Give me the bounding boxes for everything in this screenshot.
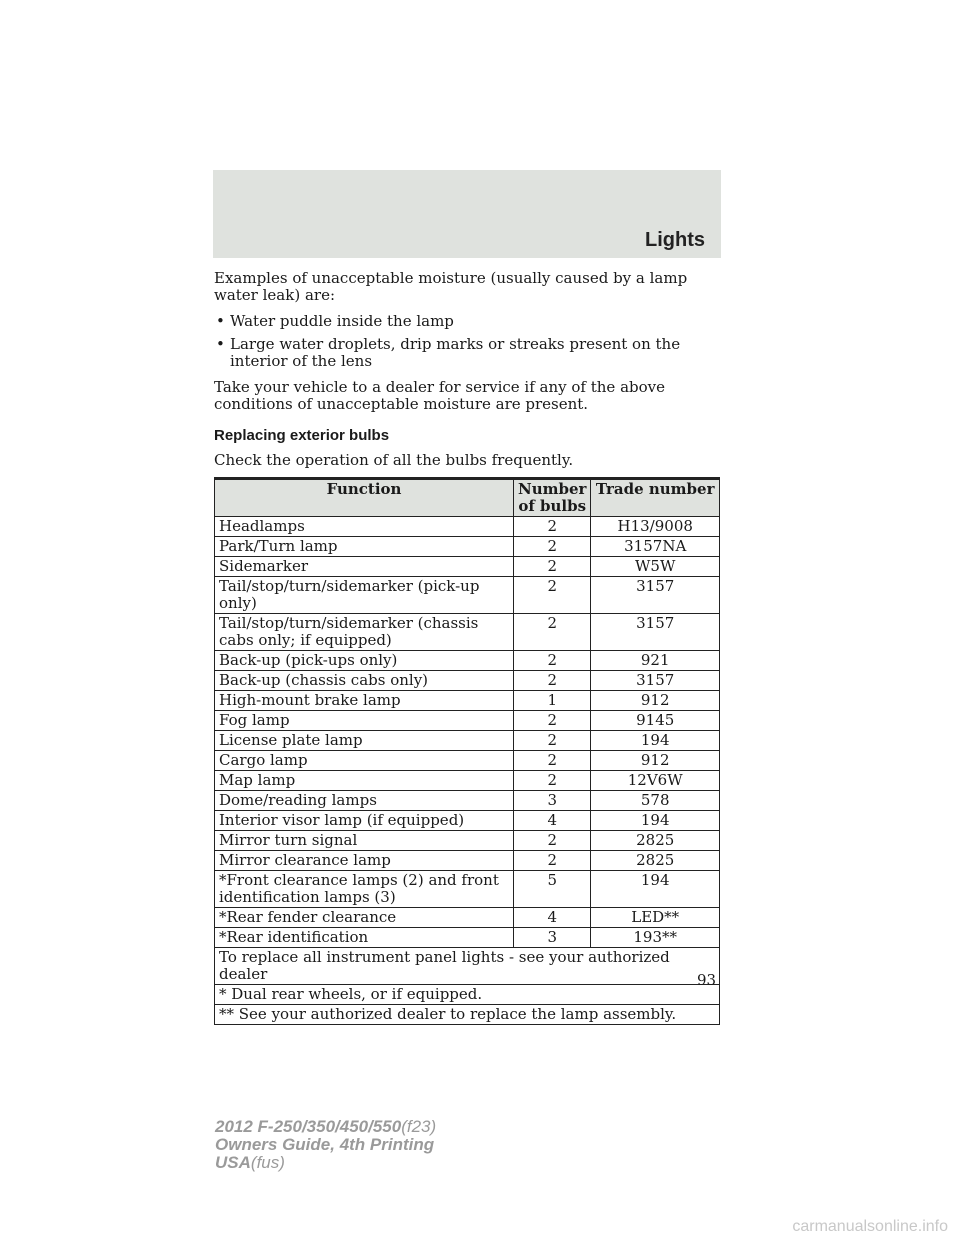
cell-trade: 194 [591,731,720,751]
cell-number: 2 [514,711,591,731]
cell-function: Mirror clearance lamp [215,851,514,871]
cell-function: High-mount brake lamp [215,691,514,711]
cell-trade: 921 [591,651,720,671]
cell-number: 2 [514,614,591,651]
cell-trade: 578 [591,791,720,811]
cell-function: Sidemarker [215,557,514,577]
cell-function: Tail/stop/turn/sidemarker (pick-up only) [215,577,514,614]
cell-function: Map lamp [215,771,514,791]
cell-function: Fog lamp [215,711,514,731]
moisture-bullet-list [214,313,720,370]
cell-number: 2 [514,517,591,537]
intro-paragraph: Examples of unacceptable moisture (usually caused by a lamp water leak) are: [214,269,688,304]
table-row [215,731,720,751]
table-row [215,557,720,577]
cell-trade: 3157NA [591,537,720,557]
cell-number: 5 [514,871,591,908]
table-footnote-row [215,948,720,985]
cell-number: 3 [514,928,591,948]
table-footnote: * Dual rear wheels, or if equipped. [215,985,720,1005]
cell-trade: 2825 [591,851,720,871]
page-number: 93 [697,971,717,989]
service-paragraph: Take your vehicle to a dealer for service if any of the above conditions of unacceptable moisture are present. [214,378,666,413]
table-row [215,851,720,871]
table-header-row [215,479,720,517]
cell-function: Back-up (chassis cabs only) [215,671,514,691]
cell-function: Cargo lamp [215,751,514,771]
table-row [215,711,720,731]
table-footnote-row [215,985,720,1005]
cell-trade: 2825 [591,831,720,851]
cell-number: 4 [514,811,591,831]
cell-function: Dome/reading lamps [215,791,514,811]
cell-trade: 193** [591,928,720,948]
footer-printing: Owners Guide, 4th Printing [215,1135,435,1154]
footer-code: (f23) [401,1117,437,1136]
table-footnote-row [215,1005,720,1025]
table-row [215,671,720,691]
cell-number: 2 [514,851,591,871]
cell-function: Back-up (pick-ups only) [215,651,514,671]
cell-trade: 3157 [591,577,720,614]
cell-function: *Rear identification [215,928,514,948]
cell-trade: 194 [591,871,720,908]
cell-function: Tail/stop/turn/sidemarker (chassis cabs only; if equipped) [215,614,514,651]
bullet-icon: • [216,312,225,330]
table-row [215,691,720,711]
cell-trade: W5W [591,557,720,577]
section-header-band [213,170,721,258]
table-row [215,871,720,908]
cell-number: 2 [514,771,591,791]
table-row [215,908,720,928]
table-row [215,811,720,831]
column-header-trade: Trade number [591,479,720,517]
cell-number: 2 [514,577,591,614]
cell-trade: 3157 [591,671,720,691]
page-content [214,270,720,1025]
table-row [215,651,720,671]
table-footnote: To replace all instrument panel lights - see your authorized dealer [215,948,720,985]
cell-number: 3 [514,791,591,811]
table-row [215,791,720,811]
table-row [215,831,720,851]
cell-trade: 912 [591,751,720,771]
subheading: Replacing exterior bulbs [214,427,390,444]
table-row [215,614,720,651]
bullet-icon: • [216,335,225,353]
column-header-function: Function [215,479,514,517]
cell-trade: 3157 [591,614,720,651]
cell-trade: 912 [591,691,720,711]
cell-function: License plate lamp [215,731,514,751]
bulb-table [214,477,720,1025]
cell-function: *Rear fender clearance [215,908,514,928]
cell-trade: LED** [591,908,720,928]
cell-number: 2 [514,831,591,851]
cell-number: 2 [514,671,591,691]
cell-trade: 12V6W [591,771,720,791]
cell-function: Mirror turn signal [215,831,514,851]
footer-region-code: (fus) [250,1153,285,1172]
watermark-text: carmanualsonline.info [792,1218,948,1235]
table-row [215,771,720,791]
footer-model: 2012 F-250/350/450/550 [215,1117,402,1136]
cell-number: 2 [514,751,591,771]
table-row [215,751,720,771]
cell-number: 2 [514,731,591,751]
cell-number: 2 [514,537,591,557]
cell-trade: H13/9008 [591,517,720,537]
cell-function: Headlamps [215,517,514,537]
cell-function: Interior visor lamp (if equipped) [215,811,514,831]
column-header-number: Number of bulbs [514,479,591,517]
cell-trade: 9145 [591,711,720,731]
table-row [215,517,720,537]
cell-function: *Front clearance lamps (2) and front identification lamps (3) [215,871,514,908]
bullet-item: • Water puddle inside the lamp [216,312,454,330]
table-row [215,928,720,948]
table-row [215,577,720,614]
cell-number: 1 [514,691,591,711]
table-footnote: ** See your authorized dealer to replace the lamp assembly. [215,1005,720,1025]
cell-number: 2 [514,651,591,671]
footer-region: USA [215,1153,251,1172]
bullet-item: • Large water droplets, drip marks or streaks present on the interior of the lens [216,335,681,370]
document-footer [215,1118,436,1172]
check-paragraph: Check the operation of all the bulbs frequently. [214,451,574,469]
table-row [215,537,720,557]
cell-number: 4 [514,908,591,928]
cell-function: Park/Turn lamp [215,537,514,557]
section-title: Lights [645,229,705,251]
cell-number: 2 [514,557,591,577]
cell-trade: 194 [591,811,720,831]
